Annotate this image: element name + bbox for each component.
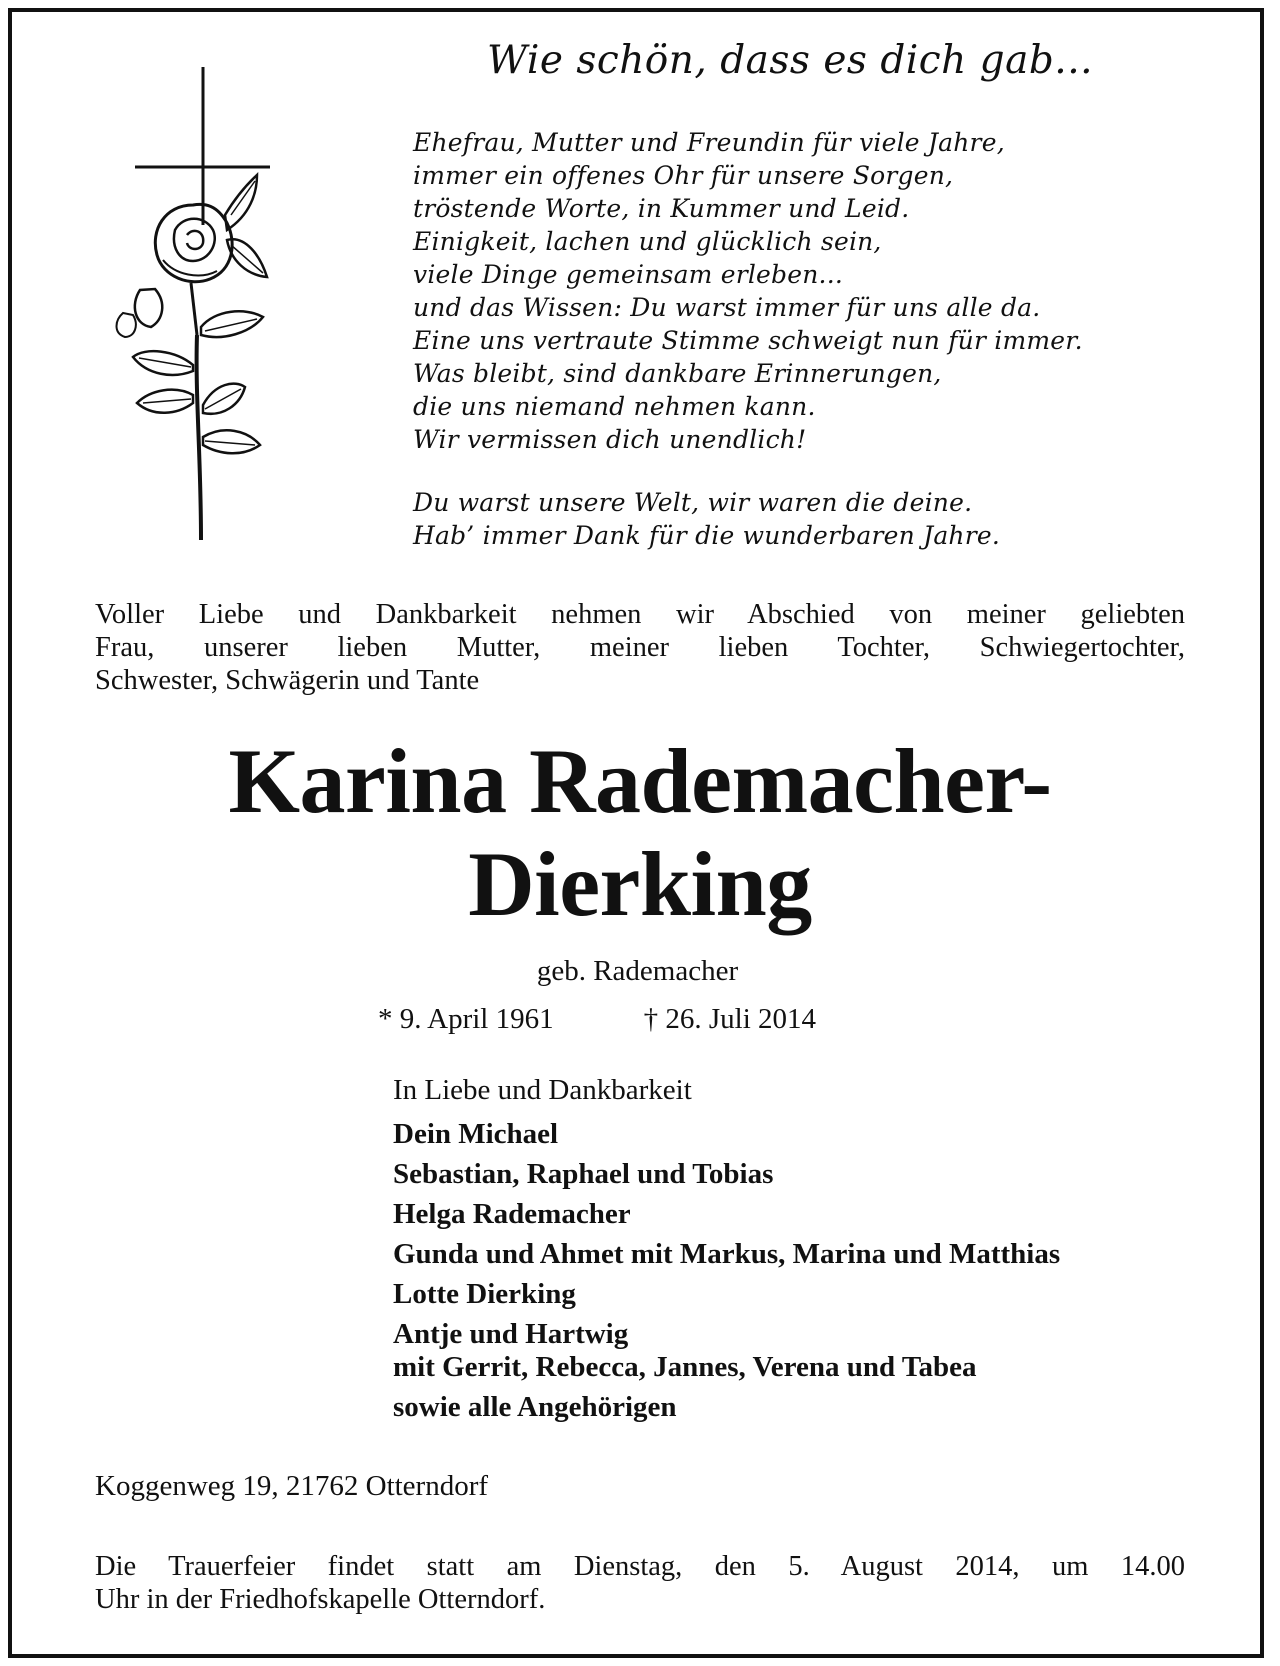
poem-line: immer ein offenes Ohr für unsere Sorgen, xyxy=(413,161,954,190)
poem-line: Wir vermissen dich unendlich! xyxy=(413,425,807,454)
maiden-name: geb. Rademacher xyxy=(536,955,739,987)
poem-line: Was bleibt, sind dankbare Erinnerungen, xyxy=(413,359,942,388)
service-line: Uhr in der Friedhofskapelle Otterndorf. xyxy=(95,1584,546,1615)
poem-line: viele Dinge gemeinsam erleben... xyxy=(413,260,843,289)
life-dates xyxy=(378,1003,978,1036)
intro-line: Schwester, Schwägerin und Tante xyxy=(95,665,480,696)
poem-line: tröstende Worte, in Kummer und Leid. xyxy=(413,194,910,223)
intro-line: Voller Liebe und Dankbarkeit nehmen wir Abschied von meiner geliebten xyxy=(95,599,1185,630)
farewell-intro xyxy=(95,598,1185,697)
poem-line: Du warst unsere Welt, wir waren die deine. xyxy=(413,488,973,517)
death-date: † 26. Juli 2014 xyxy=(643,1003,817,1035)
mourner: Dein Michael xyxy=(393,1118,559,1150)
closing-phrase: In Liebe und Dankbarkeit xyxy=(393,1074,692,1106)
mourner: mit Gerrit, Rebecca, Jannes, Verena und Tabea xyxy=(393,1351,977,1383)
mourner: Sebastian, Raphael und Tobias xyxy=(393,1158,774,1190)
address: Koggenweg 19, 21762 Otterndorf xyxy=(95,1470,489,1502)
poem-line: Eine uns vertraute Stimme schweigt nun für immer. xyxy=(413,326,1083,355)
poem-line: Ehefrau, Mutter und Freundin für viele Jahre, xyxy=(413,128,1005,157)
mourner: Antje und Hartwig xyxy=(393,1318,629,1350)
service-line: Die Trauerfeier findet statt am Dienstag, den 5. August 2014, um 14.00 xyxy=(95,1551,1185,1582)
stanza-gap xyxy=(413,456,1213,486)
birth-date: * 9. April 1961 xyxy=(378,1003,554,1035)
mourner: Gunda und Ahmet mit Markus, Marina und Matthias xyxy=(393,1238,1061,1270)
deceased-name xyxy=(60,730,1220,936)
mourners-list xyxy=(393,1072,1223,1431)
poem-line: Einigkeit, lachen und glücklich sein, xyxy=(413,227,882,256)
poem xyxy=(413,126,1213,552)
poem-line: Hab’ immer Dank für die wunderbaren Jahre. xyxy=(413,521,1001,550)
mourner: sowie alle Angehörigen xyxy=(393,1391,677,1423)
intro-line: Frau, unserer lieben Mutter, meiner lieben Tochter, Schwiegertochter, xyxy=(95,632,1185,663)
mourner: Helga Rademacher xyxy=(393,1198,631,1230)
name-line-2: Dierking xyxy=(468,833,812,935)
mourner: Lotte Dierking xyxy=(393,1278,576,1310)
poem-line: die uns niemand nehmen kann. xyxy=(413,392,816,421)
cross-with-rose-icon xyxy=(105,65,280,545)
service-info xyxy=(95,1550,1185,1616)
poem-line: und das Wissen: Du warst immer für uns alle da. xyxy=(413,293,1041,322)
headline: Wie schön, dass es dich gab... xyxy=(486,38,1094,83)
name-line-1: Karina Rademacher- xyxy=(228,730,1052,832)
